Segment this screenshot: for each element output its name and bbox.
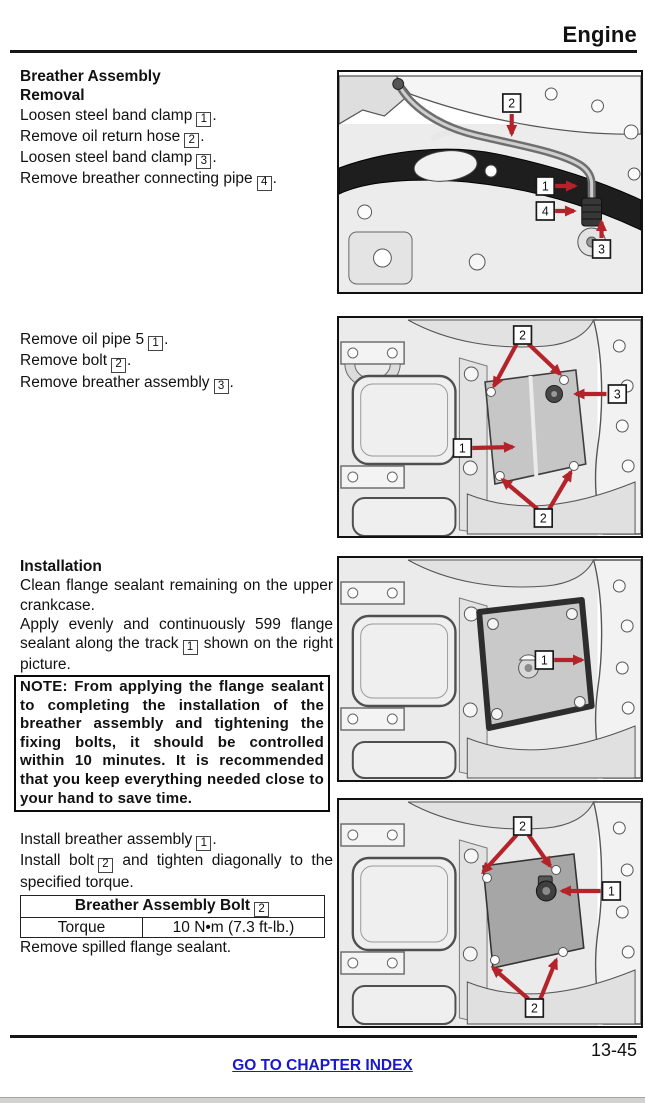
section-heading: Breather Assembly xyxy=(20,68,161,85)
chapter-index-link-wrap xyxy=(0,1057,645,1075)
callout-ref: 1 xyxy=(183,640,198,655)
step-text: Remove breather connecting pipe xyxy=(20,170,253,188)
final-line: Remove spilled flange sealant. xyxy=(20,939,232,957)
paragraph-text: Apply evenly and continuously 599 flange sealant along the track xyxy=(20,615,333,653)
header-divider xyxy=(10,50,637,53)
step-punct: . xyxy=(229,373,234,391)
engine-illustration xyxy=(339,558,641,780)
step-punct: . xyxy=(212,149,217,167)
svg-text:1: 1 xyxy=(541,179,549,194)
table-row xyxy=(21,918,325,938)
torque-spec-table xyxy=(20,895,325,939)
callout-ref: 2 xyxy=(111,358,126,373)
callout-ref: 1 xyxy=(196,112,211,127)
step-text: Loosen steel band clamp xyxy=(20,106,193,124)
step-punct: . xyxy=(212,106,217,124)
section-heading: Installation xyxy=(20,558,102,575)
engine-illustration xyxy=(339,800,641,1026)
table-header-row xyxy=(21,895,325,917)
step-text: Install breather assembly xyxy=(20,831,193,848)
figure-sealant-track xyxy=(337,556,643,782)
figure-breather-assembly-install xyxy=(337,798,643,1028)
section-breather-removal xyxy=(20,67,333,191)
step-punct: . xyxy=(200,127,205,145)
engine-illustration xyxy=(339,72,641,292)
svg-text:2: 2 xyxy=(539,511,547,526)
window-bottom-strip xyxy=(0,1097,645,1103)
step-line xyxy=(20,106,333,127)
step-text: Install bolt xyxy=(20,852,94,870)
table-cell-value: 10 N•m (7.3 ft-lb.) xyxy=(143,918,325,938)
callout-ref: 3 xyxy=(214,379,229,394)
note-box: NOTE: From applying the flange sealant to completing the installation of the breather assembly and tightening the fixing bolts, it should be controlled within 10 minutes. It is recommended that you keep everything needed close to your hand to save time. xyxy=(14,675,330,812)
svg-text:2: 2 xyxy=(519,328,526,343)
step-punct: . xyxy=(212,831,217,848)
step-text: Loosen steel band clamp xyxy=(20,149,193,167)
section-subheading: Removal xyxy=(20,87,85,105)
svg-text:1: 1 xyxy=(540,653,548,668)
step-punct: . xyxy=(164,331,169,348)
section-install-steps xyxy=(20,830,333,958)
callout-ref: 3 xyxy=(196,154,211,169)
figure-breather-pipe xyxy=(337,70,643,294)
section-breather-removal-2 xyxy=(20,330,333,394)
paragraph: Clean flange sealant remaining on the upper crankcase. xyxy=(20,577,333,614)
step-line xyxy=(20,830,333,851)
table-cell-label: Torque xyxy=(21,918,143,938)
step-line xyxy=(20,851,333,892)
step-line xyxy=(20,373,333,394)
footer-divider xyxy=(10,1035,637,1038)
table-header-text: Breather Assembly Bolt xyxy=(74,896,251,914)
step-text: Remove oil return hose xyxy=(20,127,181,145)
callout-ref: 2 xyxy=(184,133,199,148)
svg-text:2: 2 xyxy=(508,96,516,111)
engine-illustration xyxy=(339,318,641,536)
svg-text:2: 2 xyxy=(519,819,526,834)
step-text: Remove breather assembly xyxy=(20,373,210,391)
page-number: 13-45 xyxy=(590,1040,637,1060)
svg-text:3: 3 xyxy=(598,242,605,257)
page-title: Engine xyxy=(562,22,637,47)
step-punct: . xyxy=(272,170,277,188)
paragraph-text: shown on the right picture. xyxy=(20,635,333,674)
step-text: and tighten diagonally to the specified torque. xyxy=(20,852,333,891)
svg-text:1: 1 xyxy=(607,884,615,899)
callout-ref: 4 xyxy=(257,176,272,191)
callout-ref: 2 xyxy=(98,858,113,873)
callout-ref: 1 xyxy=(196,836,211,851)
paragraph xyxy=(20,615,333,675)
step-text: Remove oil pipe 5 xyxy=(20,331,145,348)
figure-breather-assembly-removal xyxy=(337,316,643,538)
step-punct: . xyxy=(127,352,132,370)
svg-text:2: 2 xyxy=(530,1001,538,1016)
step-text: Remove bolt xyxy=(20,352,108,370)
step-line xyxy=(20,330,333,351)
chapter-index-link[interactable]: GO TO CHAPTER INDEX xyxy=(232,1057,413,1074)
table-header-cell xyxy=(21,895,325,917)
svg-text:3: 3 xyxy=(613,387,621,402)
svg-text:4: 4 xyxy=(541,204,549,219)
callout-ref: 1 xyxy=(148,336,163,351)
step-line xyxy=(20,169,333,190)
section-installation xyxy=(20,557,333,675)
step-line xyxy=(20,351,333,372)
breather-assembly-plate xyxy=(485,370,586,484)
callout-ref: 2 xyxy=(254,902,269,917)
breather-assembly-plate xyxy=(483,854,584,968)
svg-text:1: 1 xyxy=(458,441,466,456)
step-line xyxy=(20,127,333,148)
step-line xyxy=(20,148,333,169)
